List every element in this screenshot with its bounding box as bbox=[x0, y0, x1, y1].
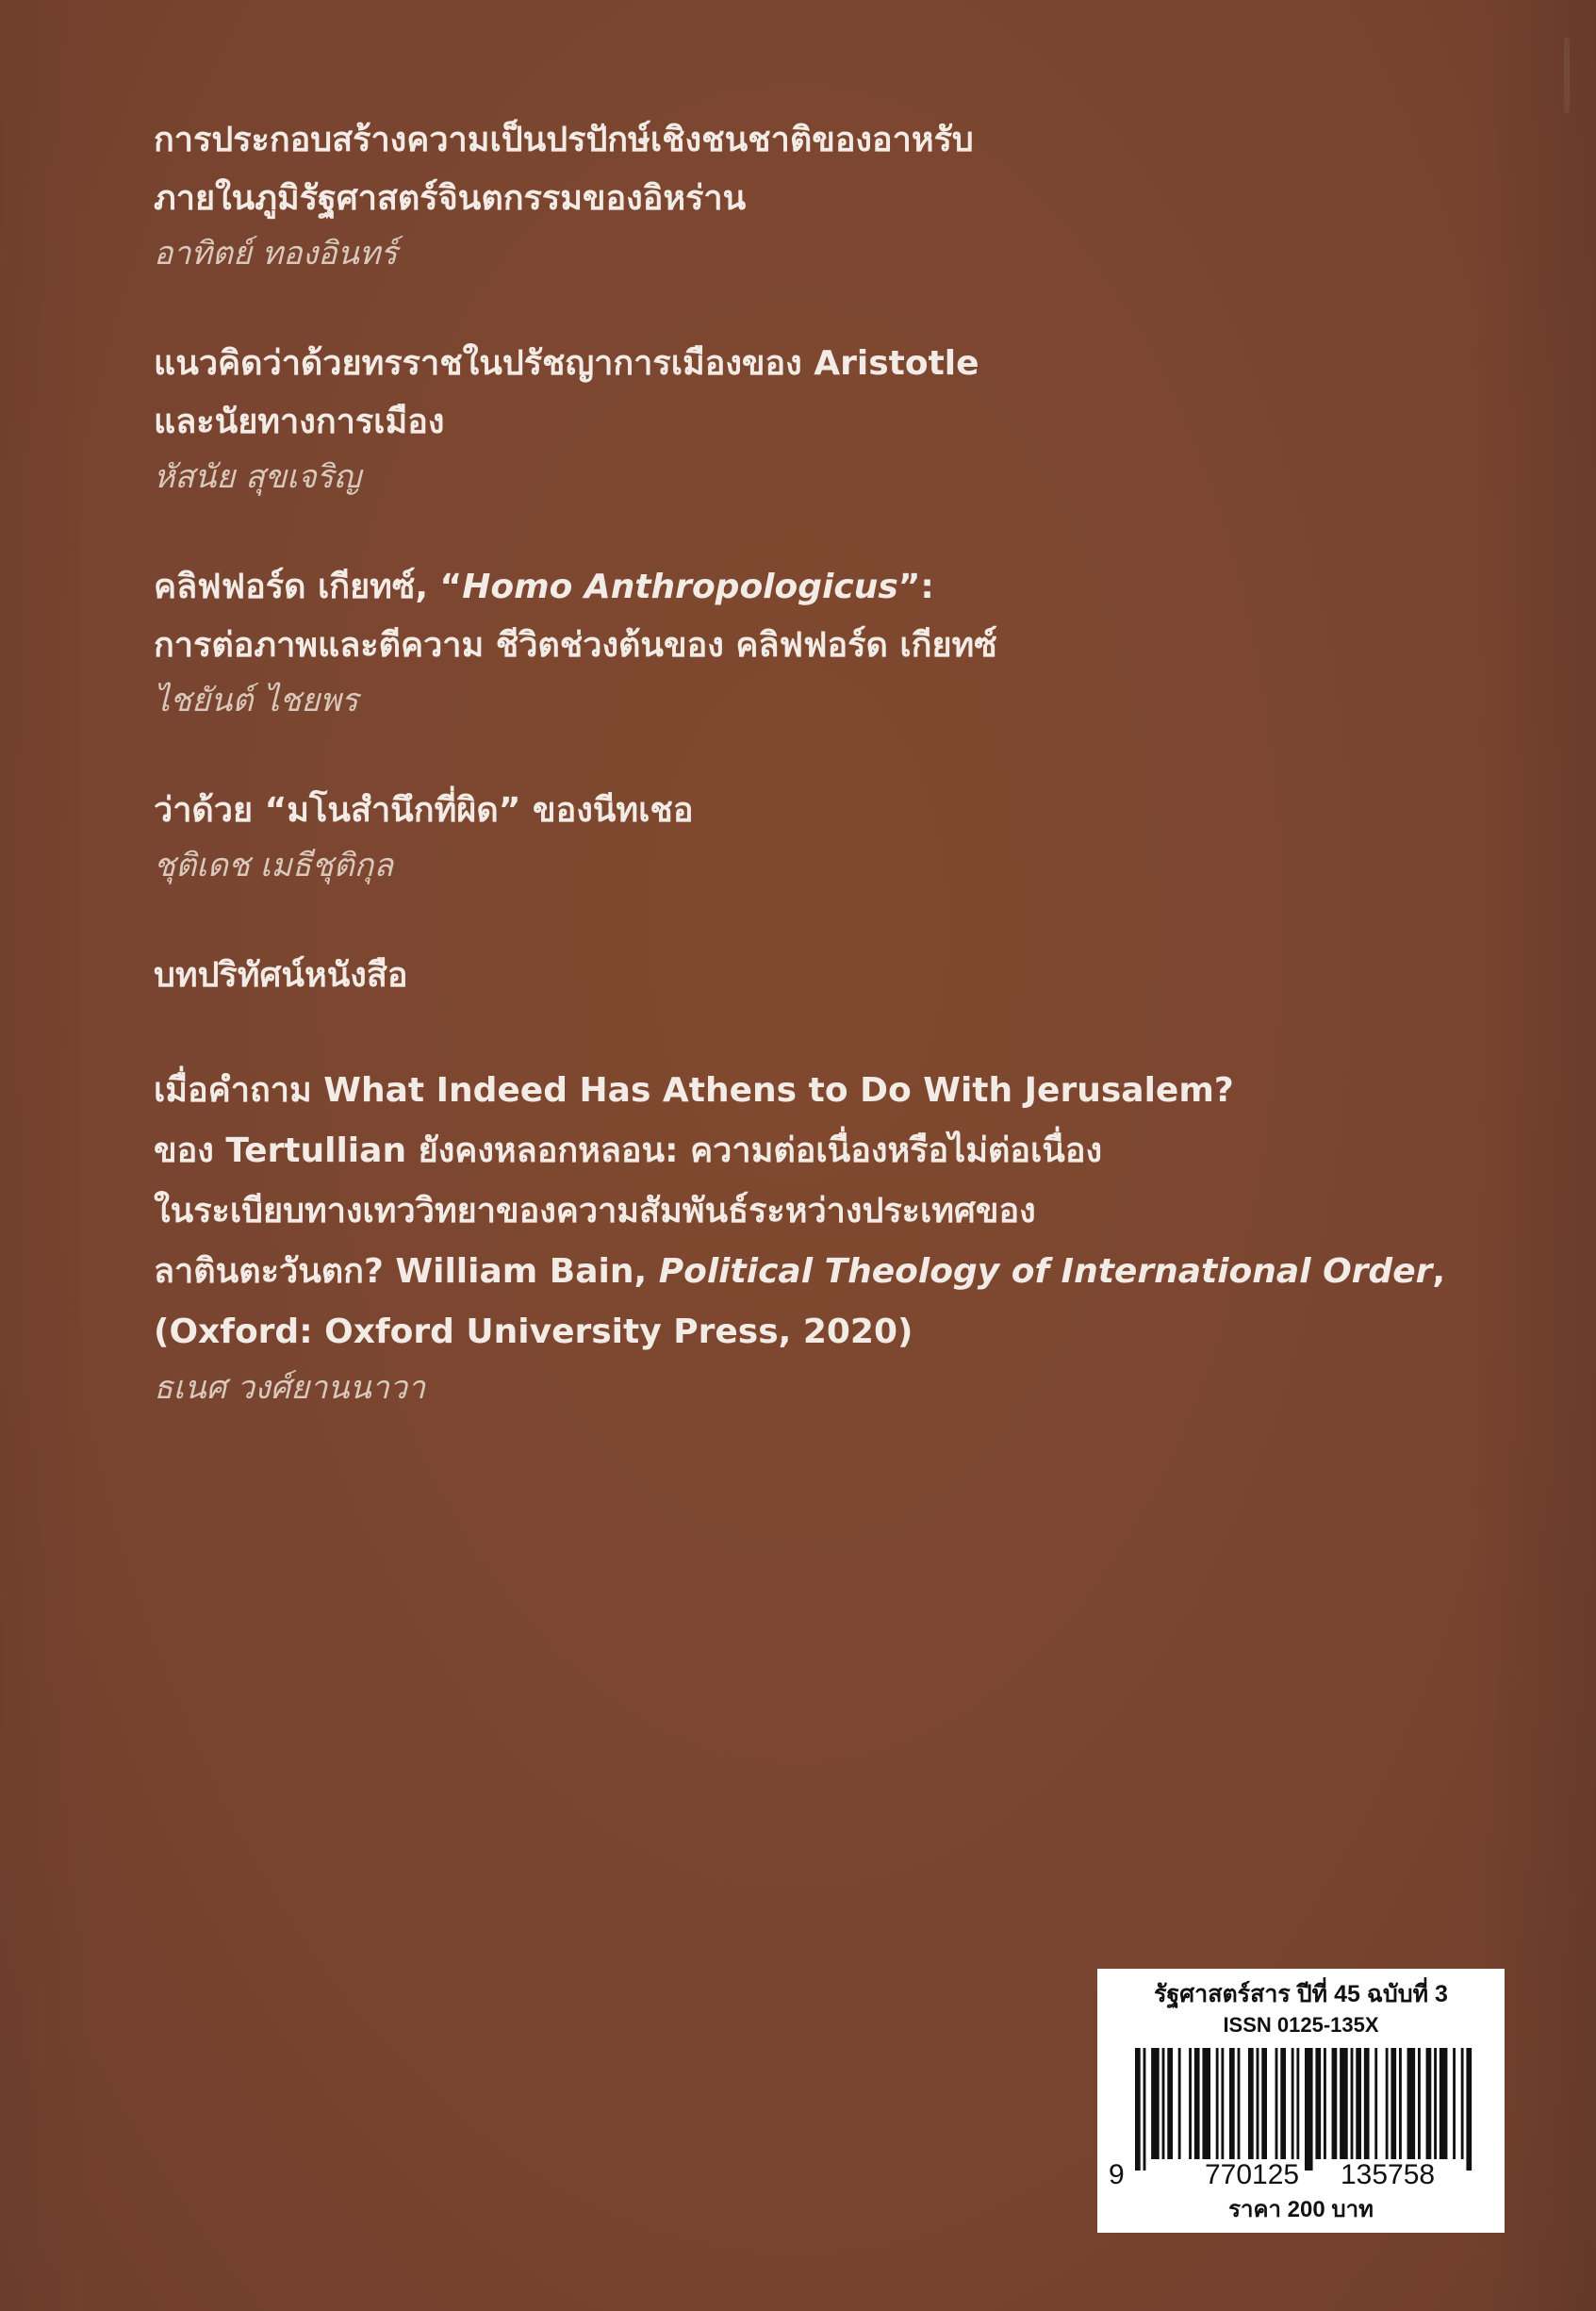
barcode-bar bbox=[1461, 2048, 1464, 2159]
barcode-bar bbox=[1216, 2048, 1219, 2159]
barcode-bar bbox=[1178, 2048, 1181, 2159]
barcode-bar bbox=[1426, 2048, 1432, 2159]
article-title-line: การต่อภาพและตีความ ชีวิตช่วงต้นของ คลิฟฟอร์ด เกียทซ์ bbox=[154, 626, 997, 665]
barcode-bar bbox=[1189, 2048, 1192, 2159]
barcode-bar bbox=[1202, 2048, 1210, 2159]
article-entry-1 bbox=[154, 111, 1379, 279]
barcode-label bbox=[1097, 1969, 1505, 2233]
title-prefix: คลิฟฟอร์ด เกียทซ์, “ bbox=[154, 568, 463, 606]
article-title-line: และนัยทางการเมือง bbox=[154, 403, 445, 441]
barcode-bar bbox=[1248, 2048, 1254, 2159]
barcode-bar bbox=[1194, 2048, 1200, 2159]
review-title-line: เมื่อคำถาม What Indeed Has Athens to Do With Jerusalem? bbox=[154, 1071, 1234, 1110]
barcode-bar bbox=[1280, 2048, 1286, 2159]
title-suffix: ”: bbox=[897, 568, 934, 606]
article-title-line: แนวคิดว่าด้วยทรราชในปรัชญาการเมืองของ Aristotle bbox=[154, 344, 979, 383]
barcode-bar bbox=[1399, 2048, 1402, 2159]
barcode-bar bbox=[1407, 2048, 1416, 2159]
review-title-line: ของ Tertullian ยังคงหลอกหลอน: ความต่อเนื่องหรือไม่ต่อเนื่อง bbox=[154, 1131, 1103, 1170]
barcode-bar bbox=[1390, 2048, 1396, 2159]
barcode-bar bbox=[1144, 2048, 1146, 2171]
barcode-bar bbox=[1261, 2048, 1267, 2159]
barcode-bar bbox=[1135, 2048, 1141, 2171]
price-text: ราคา 200 บาท bbox=[1228, 2197, 1374, 2222]
book-review-entry bbox=[154, 1061, 1446, 1413]
barcode-bar bbox=[1386, 2048, 1389, 2159]
barcode-bar bbox=[1466, 2048, 1472, 2171]
barcode-bar bbox=[1364, 2048, 1370, 2159]
barcode-bar bbox=[1356, 2048, 1361, 2159]
review-title-line: ในระเบียบทางเทววิทยาของความสัมพันธ์ระหว่างประเทศของ bbox=[154, 1192, 1036, 1230]
cover-edge-mark bbox=[1564, 38, 1570, 113]
review-author: ธเนศ วงศ์ยานนาวา bbox=[154, 1369, 426, 1407]
review-suffix: , bbox=[1432, 1252, 1446, 1291]
table-of-contents bbox=[154, 111, 1446, 1469]
barcode-bar bbox=[1292, 2048, 1294, 2159]
book-review-heading: บทปริทัศน์หนังสือ bbox=[154, 956, 408, 995]
review-prefix: ลาตินตะวันตก? William Bain, bbox=[154, 1252, 659, 1291]
barcode-bars bbox=[1135, 2048, 1474, 2171]
barcode-bar bbox=[1151, 2048, 1160, 2159]
article-title-line: การประกอบสร้างความเป็นปรปักษ์เชิงชนชาติของอาหรับ bbox=[154, 121, 974, 159]
title-italic: Homo Anthropologicus bbox=[462, 568, 898, 606]
journal-issue-line: รัฐศาสตร์สาร ปีที่ 45 ฉบับที่ 3 bbox=[1154, 1981, 1448, 2007]
barcode-bar bbox=[1229, 2048, 1235, 2159]
barcode-bar bbox=[1162, 2048, 1165, 2159]
barcode-bar bbox=[1453, 2048, 1456, 2159]
barcode-digit-first: 9 bbox=[1109, 2159, 1125, 2190]
issn-text: ISSN 0125-135X bbox=[1223, 2013, 1379, 2037]
article-author: ไชยันต์ ไชยพร bbox=[154, 682, 358, 719]
article-entry-4 bbox=[154, 782, 1379, 891]
article-author: หัสนัย สุขเจริญ bbox=[154, 458, 361, 496]
barcode-bar bbox=[1305, 2048, 1313, 2171]
review-book-title: Political Theology of International Order bbox=[658, 1252, 1433, 1291]
article-entry-3 bbox=[154, 558, 1379, 726]
barcode-bar bbox=[1351, 2048, 1354, 2159]
article-title-line bbox=[154, 558, 1379, 617]
barcode-bar bbox=[1315, 2048, 1321, 2159]
barcode-bar bbox=[1418, 2048, 1421, 2159]
barcode-digits-left: 770125 bbox=[1205, 2159, 1300, 2190]
barcode-bar bbox=[1296, 2048, 1299, 2159]
barcode-digits-right: 135758 bbox=[1341, 2159, 1436, 2190]
article-author: อาทิตย์ ทองอินทร์ bbox=[154, 235, 398, 272]
barcode-bar bbox=[1374, 2048, 1377, 2159]
review-title-line: (Oxford: Oxford University Press, 2020) bbox=[154, 1312, 913, 1351]
barcode-bar bbox=[1324, 2048, 1326, 2159]
barcode-bar bbox=[1440, 2048, 1448, 2159]
article-title-line: ว่าด้วย “มโนสำนึกที่ผิด” ของนีทเชอ bbox=[154, 791, 694, 830]
review-title-line bbox=[154, 1242, 1446, 1302]
barcode-bar bbox=[1221, 2048, 1224, 2159]
article-entry-2 bbox=[154, 335, 1379, 503]
article-title-line: ภายในภูมิรัฐศาสตร์จินตกรรมของอิหร่าน bbox=[154, 179, 747, 218]
barcode-bar bbox=[1238, 2048, 1241, 2159]
barcode-bar bbox=[1257, 2048, 1259, 2159]
article-author: ชุติเดช เมธีชุติกุล bbox=[154, 847, 394, 884]
barcode-bar bbox=[1434, 2048, 1437, 2159]
barcode-bar bbox=[1167, 2048, 1173, 2159]
barcode-bar bbox=[1332, 2048, 1338, 2159]
barcode-bar bbox=[1340, 2048, 1348, 2159]
barcode-bar bbox=[1275, 2048, 1278, 2159]
